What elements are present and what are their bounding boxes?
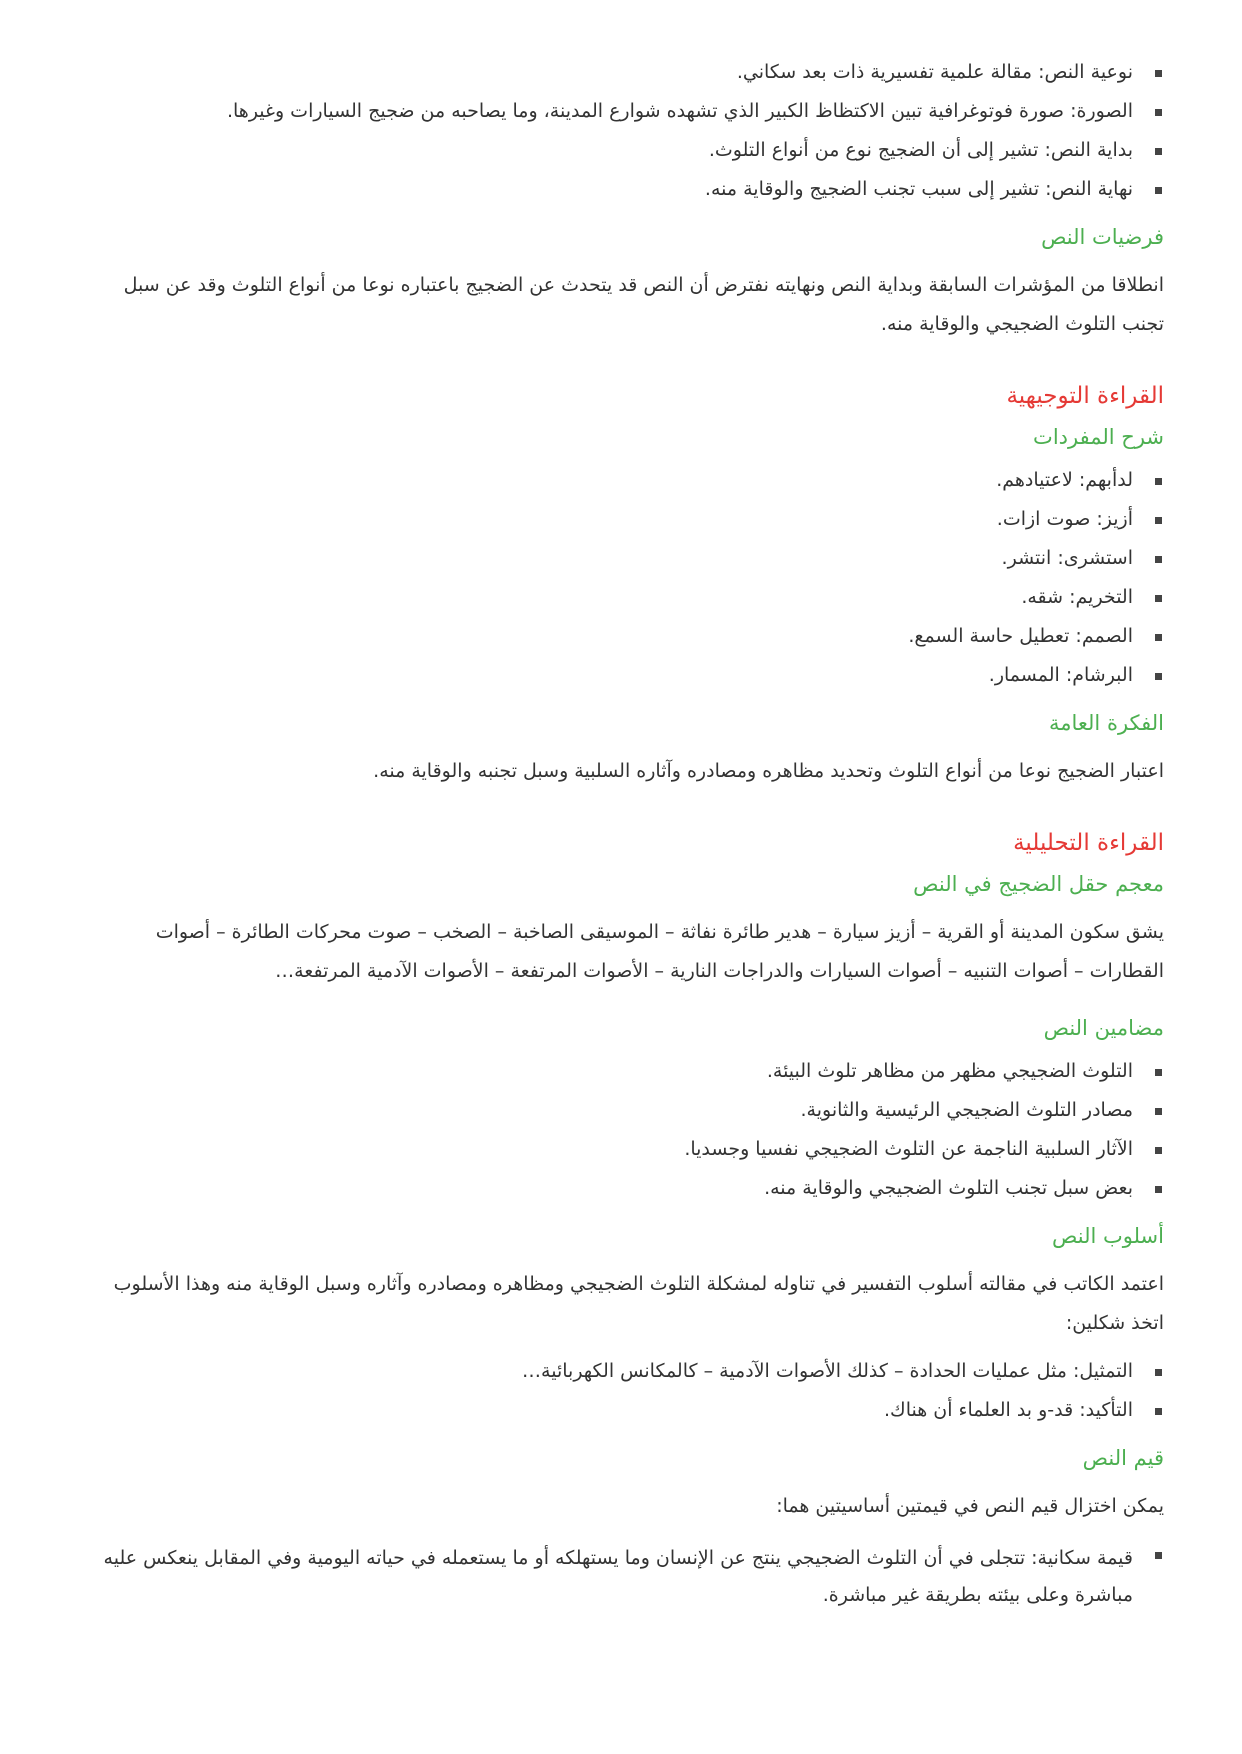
list-item: الصورة: صورة فوتوغرافية تبين الاكتظاظ الكبير الذي تشهده شوارع المدينة، وما يصاحبه من ضجيج السيارات وغيرها. [78,97,1164,125]
intro-list [78,58,1164,203]
list-item: بداية النص: تشير إلى أن الضجيج نوع من أنواع التلوث. [78,136,1164,164]
list-item: قيمة سكانية: تتجلى في أن التلوث الضجيجي ينتج عن الإنسان وما يستهلكه أو ما يستعمله في حياته اليومية وفي المقابل ينعكس عليه مباشرة وعلى بيئته بطريقة غير مباشرة. [78,1540,1164,1614]
list-item: الآثار السلبية الناجمة عن التلوث الضجيجي نفسيا وجسديا. [78,1135,1164,1163]
list-item: التأكيد: قد-و بد العلماء أن هناك. [78,1396,1164,1424]
general-idea-heading: الفكرة العامة [1049,711,1164,735]
list-item: التمثيل: مثل عمليات الحدادة – كذلك الأصوات الآدمية – كالمكانس الكهربائية… [78,1357,1164,1385]
vocabulary-heading: شرح المفردات [1033,425,1164,449]
hypotheses-paragraph: انطلاقا من المؤشرات السابقة وبداية النص ونهايته نفترض أن النص قد يتحدث عن الضجيج باعتباره نوعا من أنواع التلوث وقد عن سبل تجنب التلوث الضجيجي والوقاية منه. [123,274,1164,335]
list-item: مصادر التلوث الضجيجي الرئيسية والثانوية. [78,1096,1164,1124]
values-paragraph: يمكن اختزال قيم النص في قيمتين أساسيتين هما: [776,1495,1164,1517]
values-heading: قيم النص [1082,1446,1164,1470]
content-heading: مضامين النص [1043,1016,1164,1040]
list-item: لدأبهم: لاعتيادهم. [78,466,1164,494]
guided-reading-heading: القراءة التوجيهية [1006,383,1164,409]
list-item: نوعية النص: مقالة علمية تفسيرية ذات بعد سكاني. [78,58,1164,86]
content-list [78,1057,1164,1202]
general-idea-paragraph: اعتبار الضجيج نوعا من أنواع التلوث وتحديد مظاهره ومصادره وآثاره السلبية وسبل تجنبه والوقاية منه. [373,760,1164,782]
list-item: بعض سبل تجنب التلوث الضجيجي والوقاية منه. [78,1174,1164,1202]
values-list [78,1540,1164,1614]
style-paragraph: اعتمد الكاتب في مقالته أسلوب التفسير في تناوله لمشكلة التلوث الضجيجي ومظاهره ومصادره وآثاره وسبل الوقاية منه وهذا الأسلوب اتخذ شكلين: [113,1273,1164,1334]
list-item: البرشام: المسمار. [78,661,1164,689]
list-item: التلوث الضجيجي مظهر من مظاهر تلوث البيئة. [78,1057,1164,1085]
lexicon-paragraph: يشق سكون المدينة أو القرية – أزيز سيارة – هدير طائرة نفاثة – الموسيقى الصاخبة – الصخب – صوت محركات الطائرة – أصوات القطارات – أصوات التنبيه – أصوات السيارات والدراجات النارية – الأصوات المرتفعة – الأصوات الآدمية المرتفعة… [155,921,1164,982]
analytical-reading-heading: القراءة التحليلية [1013,830,1164,856]
style-list [78,1357,1164,1424]
list-item: نهاية النص: تشير إلى سبب تجنب الضجيج والوقاية منه. [78,175,1164,203]
style-heading: أسلوب النص [1052,1224,1164,1248]
vocabulary-list [78,466,1164,689]
list-item: الصمم: تعطيل حاسة السمع. [78,622,1164,650]
list-item: التخريم: شقه. [78,583,1164,611]
hypotheses-heading: فرضيات النص [1041,225,1164,249]
lexicon-heading: معجم حقل الضجيج في النص [913,872,1164,896]
list-item: استشرى: انتشر. [78,544,1164,572]
list-item: أزيز: صوت ازات. [78,505,1164,533]
